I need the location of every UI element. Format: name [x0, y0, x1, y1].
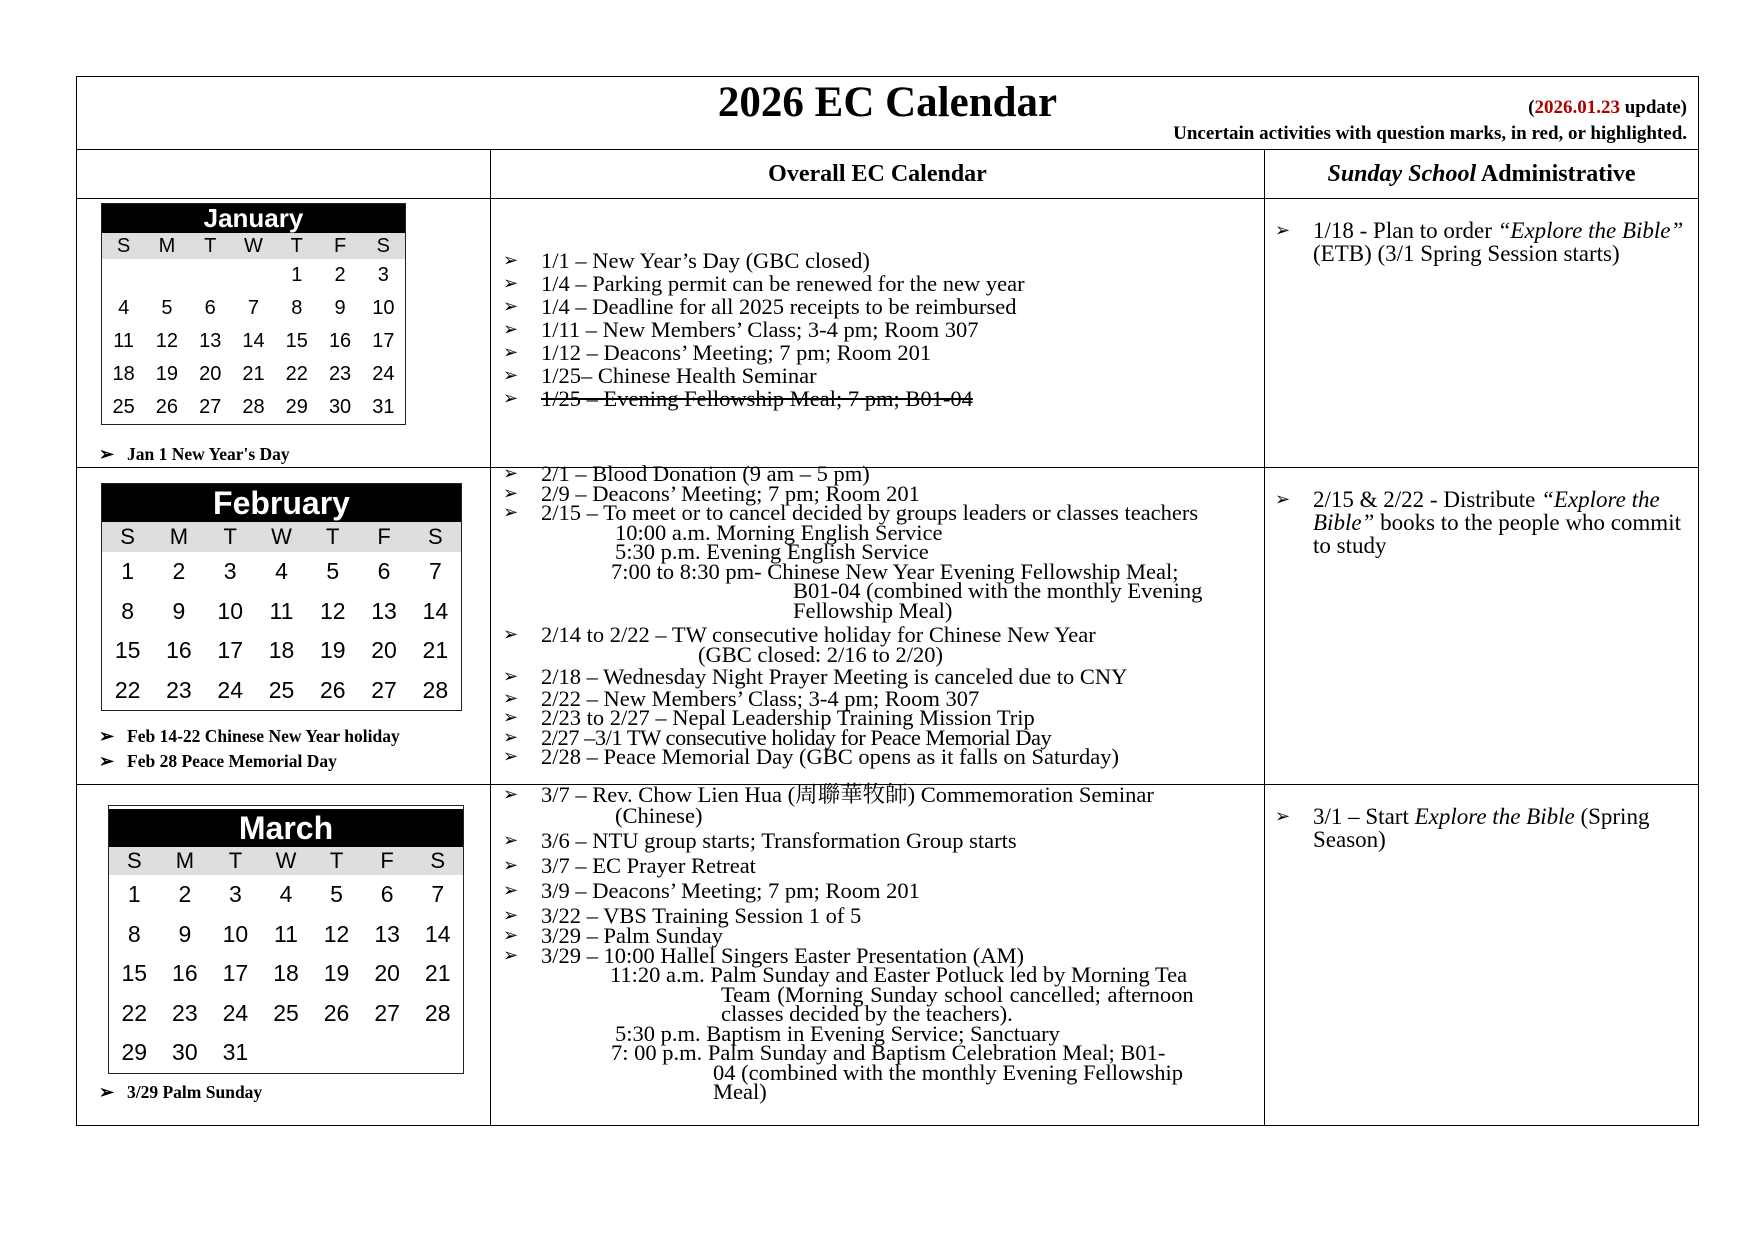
calendar-day: 3: [377, 264, 389, 286]
weekday-label: S: [116, 235, 131, 257]
event-item: ➢ 2/14 to 2/22 – TW consecutive holiday for Chinese New Year: [503, 622, 1096, 647]
weekday-label: M: [158, 235, 176, 257]
calendar-day: 9: [178, 920, 192, 947]
calendar-day: 19: [319, 637, 346, 663]
calendar-day: 12: [323, 920, 350, 947]
weekday-label: W: [244, 235, 263, 257]
arrow-bullet-icon: ➢: [503, 463, 519, 483]
arrow-bullet-icon: ➢: [503, 855, 519, 875]
calendar-day: 24: [222, 999, 249, 1026]
arrow-bullet-icon: ➢: [503, 746, 519, 766]
event-item: ➢ 1/25– Chinese Health Seminar: [503, 363, 817, 388]
holiday-item: ➢ Feb 28 Peace Memorial Day: [99, 749, 400, 774]
calendar-day: 16: [172, 960, 198, 986]
holiday-item: ➢ Feb 14-22 Chinese New Year holiday: [99, 724, 400, 749]
february-holidays: [99, 724, 400, 774]
calendar-day: [189, 259, 232, 292]
calendar-day: 27: [199, 396, 222, 418]
event-item: ➢ 2/18 – Wednesday Night Prayer Meeting is canceled due to CNY: [503, 664, 1128, 689]
event-item: ➢ 1/11 – New Members’ Class; 3-4 pm; Room 307: [503, 317, 979, 342]
event-item: ➢ 3/29 – 10:00 Hallel Singers Easter Presentation (AM): [503, 942, 1025, 968]
sunday-school-item: ➢ 2/15 & 2/22 - Distribute “Explore the Bible” books to the people who commit to study: [1275, 487, 1681, 558]
event-detail: (Chinese): [615, 803, 703, 828]
march-sunday-school: [1275, 805, 1692, 851]
calendar-day: 17: [372, 330, 395, 352]
calendar-day: 14: [242, 330, 265, 352]
calendar-day: 13: [374, 920, 400, 947]
event-item: ➢ 2/23 to 2/27 – Nepal Leadership Training Mission Trip: [503, 705, 1035, 730]
calendar-day: 25: [112, 396, 135, 418]
calendar-day: 18: [273, 960, 299, 986]
arrow-bullet-icon: ➢: [503, 880, 519, 900]
holiday-item: ➢ Jan 1 New Year's Day: [99, 444, 290, 464]
march-events: [503, 784, 1254, 1102]
calendar-day: 26: [319, 676, 346, 703]
weekday-label: M: [175, 848, 195, 873]
calendar-day: 15: [121, 960, 148, 986]
calendar-day: 1: [291, 264, 303, 286]
calendar-day: 8: [127, 920, 141, 947]
calendar-day: 26: [323, 999, 350, 1026]
holiday-item: ➢ 3/29 Palm Sunday: [99, 1082, 263, 1102]
blank-header: [77, 150, 491, 199]
month-name: January: [102, 204, 405, 233]
arrow-bullet-icon: ➢: [503, 365, 519, 385]
event-item: ➢ 2/9 – Deacons’ Meeting; 7 pm; Room 201: [503, 480, 920, 506]
calendar-day: 14: [422, 597, 449, 624]
calendar-day: 7: [428, 558, 442, 584]
calendar-day: 18: [268, 637, 295, 663]
event-item: ➢ 2/28 – Peace Memorial Day (GBC opens as it falls on Saturday): [503, 744, 1120, 769]
day-grid: [102, 552, 461, 710]
update-stamp: (2026.01.23 update): [1528, 97, 1688, 118]
event-item: ➢ 3/7 – EC Prayer Retreat: [503, 853, 756, 878]
calendar-day: 6: [380, 881, 394, 907]
calendar-day: 23: [166, 676, 192, 703]
calendar-day: 22: [121, 999, 148, 1026]
february-calendar-cell: [77, 468, 491, 785]
calendar-day: 8: [291, 297, 303, 319]
arrow-bullet-icon: ➢: [503, 296, 519, 316]
weekday-label: S: [430, 848, 446, 873]
calendar-day: 15: [285, 330, 308, 352]
february-sunday-school-cell: [1265, 468, 1699, 785]
weekday-header: [109, 847, 463, 875]
event-detail: B01-04 (combined with the monthly Evening: [793, 578, 1203, 603]
weekday-label: S: [120, 524, 135, 549]
arrow-bullet-icon: ➢: [503, 388, 519, 408]
cancelled-event-item: ➢ 1/25 – Evening Fellowship Meal; 7 pm; B01-04: [503, 386, 973, 411]
calendar-day: 10: [217, 597, 243, 624]
event-item: ➢ 1/1 – New Year’s Day (GBC closed): [503, 248, 870, 273]
calendar-day: [145, 259, 188, 292]
calendar-day: 28: [242, 396, 265, 418]
calendar-day: 5: [330, 881, 343, 907]
weekday-label: S: [428, 524, 443, 549]
calendar-day: 5: [326, 558, 340, 584]
calendar-day: 10: [222, 920, 249, 947]
calendar-day: 3: [223, 558, 237, 584]
arrow-bullet-icon: ➢: [503, 250, 519, 270]
arrow-bullet-icon: ➢: [503, 666, 519, 686]
calendar-day: 22: [114, 676, 141, 703]
calendar-day: 20: [199, 363, 222, 385]
calendar-day: 11: [274, 920, 298, 947]
calendar-day: 29: [285, 396, 308, 418]
event-detail: 7: 00 p.m. Palm Sunday and Baptism Celebration Meal; B01-: [611, 1040, 1166, 1065]
event-detail: 5:30 p.m. Baptism in Evening Service; Sanctuary: [615, 1020, 1060, 1046]
calendar-day: 15: [114, 637, 141, 663]
calendar-day: 4: [118, 297, 130, 319]
calendar-day: 28: [424, 999, 451, 1026]
month-name: February: [102, 484, 461, 522]
calendar-day: 13: [371, 597, 397, 624]
weekday-label: F: [377, 524, 391, 549]
calendar-day: 1: [121, 558, 135, 584]
calendar-day: 2: [178, 881, 192, 907]
calendar-day: 4: [275, 558, 288, 584]
january-sunday-school-cell: [1265, 199, 1699, 468]
event-item: ➢ 2/1 – Blood Donation (9 am – 5 pm): [503, 461, 870, 486]
calendar-day: 20: [371, 637, 397, 663]
calendar-day: 25: [268, 676, 295, 703]
event-detail: Team (Morning Sunday school cancelled; afternoon: [721, 981, 1194, 1007]
arrow-bullet-icon: ➢: [503, 707, 519, 727]
calendar-day: 8: [121, 597, 135, 624]
weekday-label: T: [223, 524, 237, 549]
event-item: ➢ 2/22 – New Members’ Class; 3-4 pm; Room 307: [503, 685, 980, 711]
weekday-label: W: [271, 524, 292, 549]
sunday-school-header: Sunday School Administrative: [1265, 150, 1699, 199]
calendar-day: [102, 259, 145, 292]
weekday-label: S: [376, 235, 391, 257]
event-item: ➢ 2/15 – To meet or to cancel decided by groups leaders or classes teachers: [503, 500, 1199, 525]
calendar-day: 7: [431, 881, 445, 907]
event-item: ➢ 1/4 – Parking permit can be renewed for the new year: [503, 271, 1025, 296]
calendar-day: 30: [328, 396, 352, 418]
calendar-day: 18: [112, 363, 135, 385]
arrow-bullet-icon: ➢: [1275, 489, 1291, 509]
cancelled-note: (combined with the monthly Evening: [866, 578, 1203, 603]
calendar-day: 11: [113, 330, 135, 352]
february-events: [503, 461, 1254, 769]
arrow-bullet-icon: ➢: [99, 444, 115, 464]
calendar-day: 22: [285, 363, 308, 385]
january-holidays: [99, 444, 290, 465]
event-item: ➢ 1/4 – Deadline for all 2025 receipts to be reimbursed: [503, 294, 1017, 319]
arrow-bullet-icon: ➢: [503, 342, 519, 362]
calendar-day: 14: [424, 920, 451, 947]
february-mini-calendar: [101, 483, 462, 711]
weekday-label: S: [126, 848, 142, 873]
weekday-label: W: [275, 848, 297, 873]
calendar-day: 7: [247, 297, 260, 319]
calendar-day: 10: [372, 297, 395, 319]
calendar-day: 17: [222, 960, 249, 986]
march-mini-calendar: [108, 805, 464, 1074]
calendar-day: 6: [377, 558, 391, 584]
page-title: 2026 EC Calendar: [717, 79, 1058, 126]
calendar-day: 16: [166, 637, 192, 663]
weekday-label: T: [326, 524, 340, 549]
calendar-day: 17: [217, 637, 243, 663]
march-calendar-cell: [77, 785, 491, 1126]
event-item: ➢ 3/22 – VBS Training Session 1 of 5: [503, 903, 862, 928]
arrow-bullet-icon: ➢: [99, 726, 115, 746]
event-detail: 7:00 to 8:30 pm- Chinese New Year Evening Fellowship Meal;: [611, 558, 1179, 584]
weekday-label: T: [329, 848, 344, 873]
arrow-bullet-icon: ➢: [503, 830, 519, 850]
arrow-bullet-icon: ➢: [99, 1082, 115, 1102]
weekday-header: [102, 233, 405, 259]
march-sunday-school-cell: [1265, 785, 1699, 1126]
overall-header: Overall EC Calendar: [491, 150, 1265, 199]
calendar-day: 4: [279, 881, 293, 907]
day-grid: [109, 875, 463, 1073]
month-name: March: [109, 809, 463, 847]
march-events-cell: [491, 782, 1265, 1126]
uncertainty-note: Uncertain activities with question marks, in red, or highlighted.: [1173, 123, 1688, 144]
calendar-day: 27: [371, 676, 397, 703]
calendar-day: 24: [217, 676, 243, 703]
arrow-bullet-icon: ➢: [503, 726, 518, 747]
sunday-school-item: ➢ 1/18 - Plan to order “Explore the Bible” (ETB) (3/1 Spring Session starts): [1275, 218, 1684, 266]
march-holidays: [99, 1082, 262, 1103]
january-calendar-cell: [77, 199, 491, 468]
weekday-label: F: [380, 848, 394, 873]
weekday-label: T: [204, 235, 217, 257]
calendar-day: 12: [155, 330, 179, 352]
calendar-day: 28: [422, 676, 449, 703]
arrow-bullet-icon: ➢: [1275, 806, 1291, 826]
calendar-day: 25: [273, 999, 299, 1026]
event-item: ➢ 1/12 – Deacons’ Meeting; 7 pm; Room 201: [503, 340, 932, 365]
calendar-day: 31: [372, 396, 395, 418]
calendar-day: 6: [204, 297, 216, 319]
calendar-day: 24: [372, 363, 395, 385]
event-detail: 11:20 a.m. Palm Sunday and Easter Potluck led by Morning Tea: [610, 962, 1188, 987]
calendar-day: 12: [319, 597, 346, 624]
arrow-bullet-icon: ➢: [503, 784, 519, 804]
january-events: [503, 249, 1254, 410]
event-item: ➢ 3/6 – NTU group starts; Transformation Group starts: [503, 828, 1017, 853]
arrow-bullet-icon: ➢: [503, 944, 519, 965]
weekday-label: T: [228, 848, 243, 873]
title-row: [77, 77, 1699, 150]
event-detail: 10:00 a.m. Morning English Service: [615, 519, 943, 545]
weekday-label: T: [290, 235, 303, 257]
event-item: ➢ 3/29 – Palm Sunday: [503, 923, 723, 948]
calendar-day: 11: [269, 597, 294, 624]
arrow-bullet-icon: ➢: [1275, 220, 1291, 240]
event-detail: classes decided by the teachers).: [721, 1001, 1013, 1026]
calendar-day: 20: [374, 960, 400, 986]
calendar-day: 19: [323, 960, 350, 986]
calendar-day: 3: [229, 881, 242, 907]
calendar-day: 23: [172, 999, 198, 1026]
calendar-day: 2: [172, 558, 186, 584]
arrow-bullet-icon: ➢: [503, 925, 519, 945]
event-detail: 5:30 p.m. Evening English Service: [615, 539, 929, 564]
calendar-day: 9: [334, 297, 346, 319]
calendar-day: 23: [328, 363, 352, 385]
weekday-label: M: [169, 524, 189, 549]
january-mini-calendar: [101, 203, 406, 425]
february-events-cell: [491, 461, 1265, 785]
sunday-school-item: ➢ 3/1 – Start Explore the Bible (Spring Season): [1275, 804, 1650, 852]
calendar-day: 21: [242, 363, 265, 385]
calendar-day: 30: [172, 1039, 198, 1065]
cancelled-note: Meal): [713, 1079, 767, 1104]
calendar-day: 19: [155, 363, 179, 385]
arrow-bullet-icon: ➢: [503, 482, 519, 503]
calendar-day: 21: [422, 637, 449, 663]
calendar-day: 9: [172, 597, 186, 624]
arrow-bullet-icon: ➢: [503, 624, 519, 644]
calendar-day: 13: [199, 330, 222, 352]
calendar-day: 16: [328, 330, 352, 352]
update-date: 2026.01.23: [1534, 97, 1620, 118]
event-item: ➢ 3/7 – Rev. Chow Lien Hua (周聯華牧師) Commemoration Seminar: [503, 782, 1154, 807]
calendar-day: [232, 259, 275, 292]
event-item: ➢ 3/9 – Deacons’ Meeting; 7 pm; Room 201: [503, 878, 920, 903]
cancelled-note: Fellowship Meal): [793, 597, 953, 623]
event-detail: 04 (combined with the monthly Evening Fellowship: [713, 1059, 1183, 1085]
february-sunday-school: [1275, 488, 1692, 557]
day-grid: [102, 259, 405, 424]
calendar-day: 29: [121, 1039, 148, 1065]
january-events-cell: [491, 199, 1265, 468]
arrow-bullet-icon: ➢: [503, 905, 519, 925]
event-detail: (GBC closed: 2/16 to 2/20): [698, 641, 943, 667]
event-item: ➢ 2/27 –3/1 TW consecutive holiday for Peace Memorial Day: [503, 724, 1052, 750]
arrow-bullet-icon: ➢: [503, 273, 519, 293]
calendar-day: 27: [374, 999, 400, 1026]
cancelled-note: (combined with the monthly Evening Fellowship: [741, 1059, 1183, 1085]
calendar-day: 2: [334, 264, 346, 286]
calendar-table: [76, 76, 1699, 1126]
arrow-bullet-icon: ➢: [503, 502, 519, 522]
calendar-day: 1: [127, 881, 141, 907]
arrow-bullet-icon: ➢: [99, 751, 115, 771]
weekday-label: F: [333, 235, 347, 257]
weekday-header: [102, 522, 461, 552]
calendar-day: 31: [222, 1039, 249, 1065]
calendar-day: 5: [161, 297, 173, 319]
calendar-day: 26: [155, 396, 179, 418]
arrow-bullet-icon: ➢: [503, 319, 519, 339]
january-sunday-school: [1275, 219, 1692, 265]
calendar-day: 21: [424, 960, 451, 986]
arrow-bullet-icon: ➢: [503, 687, 519, 708]
